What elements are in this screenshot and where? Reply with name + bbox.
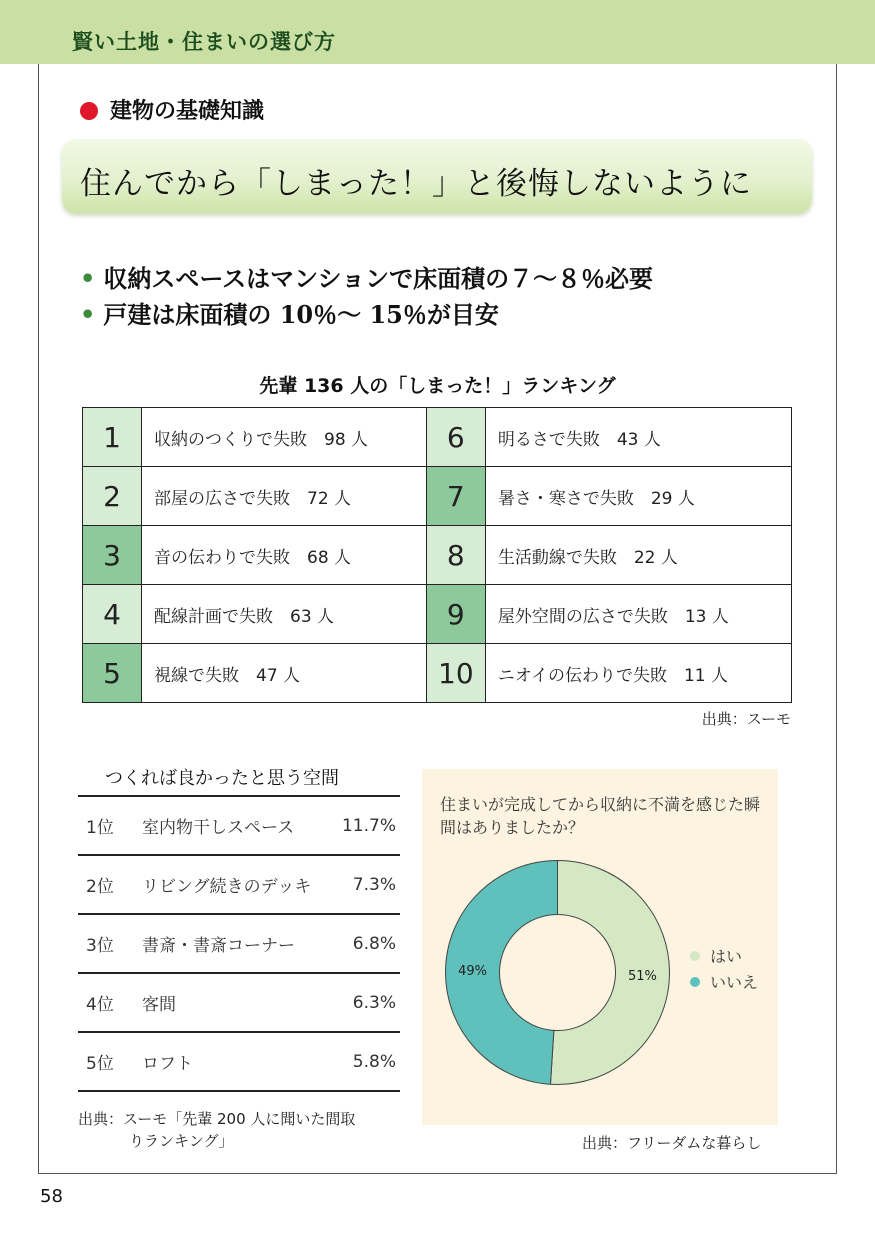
space-name: 客間 [142, 995, 176, 1015]
red-dot-icon [80, 102, 98, 120]
rank-number: 3 [83, 526, 142, 585]
spaces-list [78, 795, 400, 1092]
pie-value-label: 49% [458, 963, 487, 979]
ranking-title: 先輩 136 人の「しまった！」ランキング [259, 375, 616, 397]
space-rank: 3位 [86, 936, 114, 956]
spaces-title: つくれば良かったと思う空間 [105, 768, 339, 789]
table-row [83, 526, 792, 585]
survey-source: 出典：フリーダムな暮らし [582, 1134, 762, 1152]
rank-text: 暑さ・寒さで失敗 29 人 [485, 467, 791, 526]
rank-text: 音の伝わりで失敗 68 人 [142, 526, 427, 585]
rank-number: 4 [83, 585, 142, 644]
legend-label: いいえ [710, 973, 759, 992]
spaces-source [78, 1108, 408, 1152]
bullet-2 [80, 295, 499, 330]
rank-text: 屋外空間の広さで失敗 13 人 [485, 585, 791, 644]
legend-item-yes [690, 944, 742, 967]
page-number: 58 [40, 1186, 63, 1207]
list-item [78, 797, 400, 856]
rank-number: 10 [426, 644, 485, 703]
rank-number: 9 [426, 585, 485, 644]
space-rank: 2位 [86, 877, 114, 897]
rank-text: 明るさで失敗 43 人 [485, 408, 791, 467]
rank-text: 視線で失敗 47 人 [142, 644, 427, 703]
space-name: 書斎・書斎コーナー [142, 936, 295, 956]
bullet-dot-icon: • [80, 300, 96, 329]
bullet-1 [80, 259, 653, 294]
space-rank: 4位 [86, 995, 114, 1015]
legend-swatch [690, 951, 700, 961]
section-heading [80, 94, 264, 125]
list-item [78, 856, 400, 915]
space-rank: 1位 [86, 818, 114, 838]
ranking-table [82, 407, 792, 703]
legend-label: はい [710, 947, 743, 966]
space-name: リビング続きのデッキ [142, 877, 312, 897]
space-name: 室内物干しスペース [142, 818, 295, 838]
space-rank: 5位 [86, 1054, 114, 1074]
space-percent: 11.7% [341, 815, 396, 836]
section-heading-text: 建物の基礎知識 [110, 99, 265, 124]
survey-question: 住まいが完成してから収納に不満を感じた瞬間はありましたか？ [440, 795, 761, 837]
space-percent: 6.8% [352, 933, 396, 954]
rank-number: 5 [83, 644, 142, 703]
rank-text: 部屋の広さで失敗 72 人 [142, 467, 427, 526]
list-item [78, 915, 400, 974]
bullet-text: 収納スペースはマンションで床面積の７～８％必要 [103, 264, 654, 293]
rank-text: 生活動線で失敗 22 人 [485, 526, 791, 585]
space-percent: 5.8% [352, 1051, 396, 1072]
rank-number: 8 [426, 526, 485, 585]
rank-number: 7 [426, 467, 485, 526]
space-percent: 7.3% [352, 874, 396, 895]
bullet-text: 戸建は床面積の 10％～ 15％が目安 [103, 300, 499, 329]
donut-chart [440, 855, 675, 1090]
legend-swatch [690, 977, 700, 987]
list-item [78, 1033, 400, 1092]
rank-text: ニオイの伝わりで失敗 11 人 [485, 644, 791, 703]
spaces-source-line1: 出典：スーモ「先輩 200 人に聞いた間取 [78, 1110, 356, 1128]
header-title: 賢い土地・住まいの選び方 [72, 30, 336, 54]
table-row [83, 644, 792, 703]
ranking-source: 出典：スーモ [701, 710, 791, 728]
table-row [83, 585, 792, 644]
rank-number: 6 [426, 408, 485, 467]
rank-text: 収納のつくりで失敗 98 人 [142, 408, 427, 467]
pie-value-label: 51% [628, 969, 657, 985]
rank-text: 配線計画で失敗 63 人 [142, 585, 427, 644]
table-row [83, 467, 792, 526]
spaces-source-line2: りランキング」 [129, 1132, 234, 1150]
list-item [78, 974, 400, 1033]
space-name: ロフト [142, 1054, 193, 1074]
banner-text: 住んでから「しまった！」と後悔しないように [80, 166, 752, 202]
space-percent: 6.3% [352, 992, 396, 1013]
rank-number: 1 [83, 408, 142, 467]
rank-number: 2 [83, 467, 142, 526]
bullet-dot-icon: • [80, 264, 96, 293]
table-row [83, 408, 792, 467]
legend-item-no [690, 970, 758, 993]
